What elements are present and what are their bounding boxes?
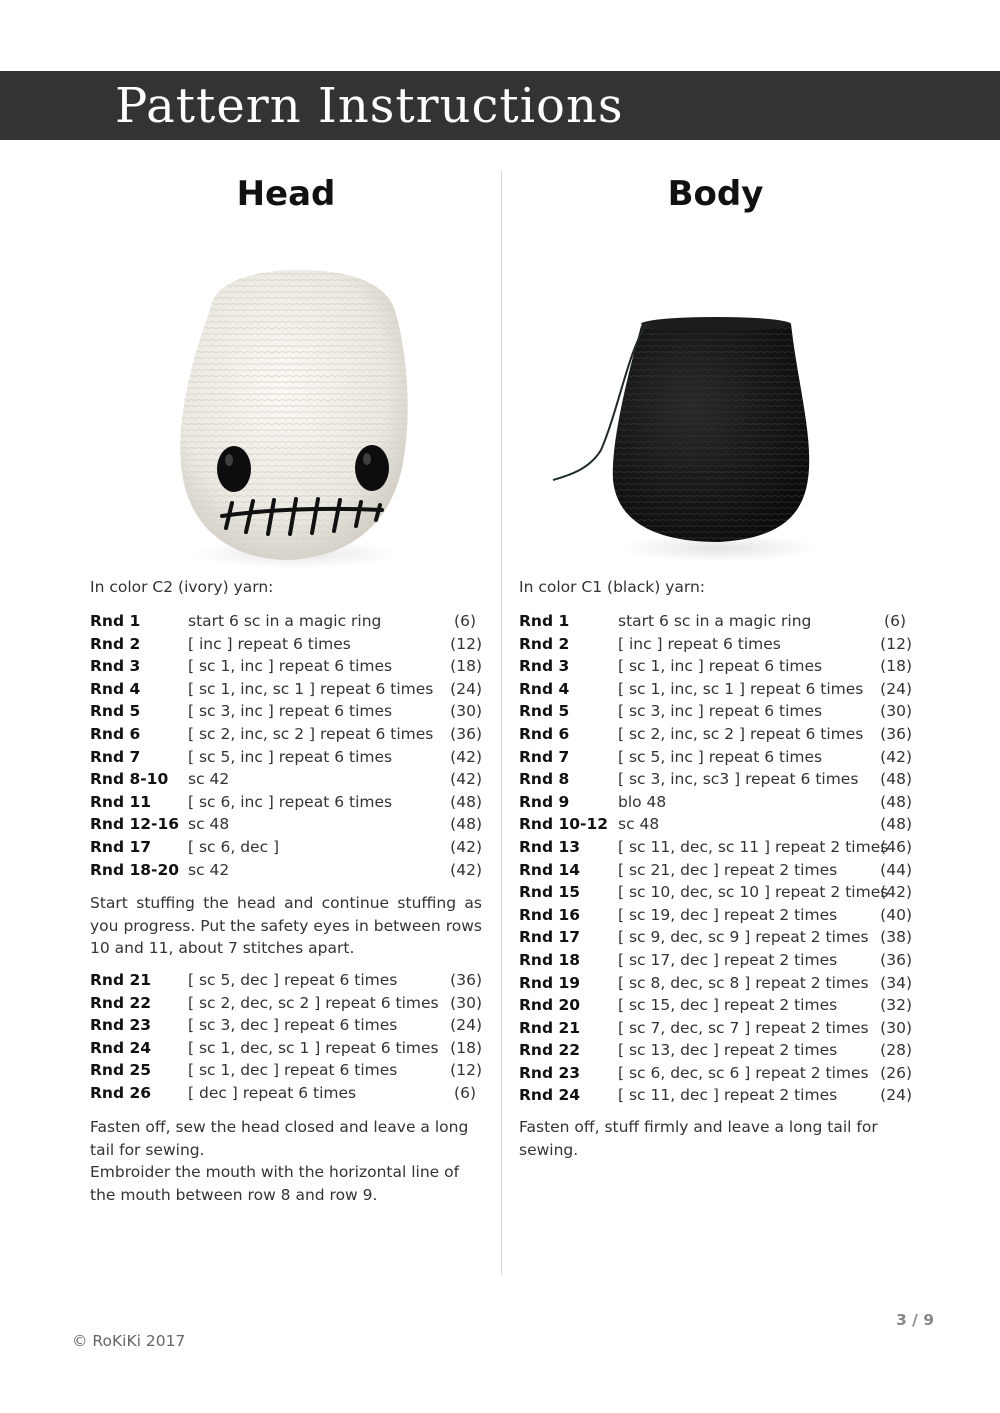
round-row bbox=[90, 1082, 482, 1105]
column-divider bbox=[501, 170, 502, 1275]
round-row bbox=[90, 746, 482, 769]
round-label: Rnd 22 bbox=[90, 993, 152, 1012]
page-number: 3 / 9 bbox=[896, 1311, 935, 1329]
round-instruction: sc 48 bbox=[188, 815, 230, 834]
round-instruction: [ dec ] repeat 6 times bbox=[188, 1083, 357, 1102]
round-label: Rnd 17 bbox=[519, 928, 581, 947]
round-label: Rnd 3 bbox=[519, 657, 570, 676]
round-instruction: [ sc 1, inc, sc 1 ] repeat 6 times bbox=[188, 679, 434, 698]
round-label: Rnd 19 bbox=[519, 973, 581, 992]
stitch-count: (34) bbox=[880, 973, 912, 992]
stitch-count: (12) bbox=[450, 1061, 482, 1080]
stitch-count: (12) bbox=[450, 634, 482, 653]
head-column bbox=[90, 170, 482, 1204]
round-row bbox=[519, 1039, 912, 1062]
stitch-count: (42) bbox=[450, 837, 482, 856]
round-instruction: [ sc 11, dec, sc 11 ] repeat 2 times bbox=[618, 837, 889, 856]
round-row bbox=[519, 700, 912, 723]
round-label: Rnd 7 bbox=[90, 747, 141, 766]
round-instruction: [ sc 2, dec, sc 2 ] repeat 6 times bbox=[188, 993, 439, 1012]
round-row bbox=[519, 791, 912, 814]
stitch-count: (36) bbox=[880, 950, 912, 969]
stitch-count: (48) bbox=[880, 770, 912, 789]
round-instruction: sc 42 bbox=[188, 770, 230, 789]
round-instruction: sc 48 bbox=[618, 815, 660, 834]
round-instruction: [ sc 1, inc ] repeat 6 times bbox=[188, 657, 393, 676]
copyright-notice: © RoKiKi 2017 bbox=[72, 1332, 186, 1350]
crochet-skull-head-image bbox=[90, 218, 482, 590]
round-instruction: [ sc 7, dec, sc 7 ] repeat 2 times bbox=[618, 1018, 869, 1037]
stitch-count: (42) bbox=[880, 747, 912, 766]
stitch-count: (48) bbox=[450, 815, 482, 834]
round-instruction: [ sc 8, dec, sc 8 ] repeat 2 times bbox=[618, 973, 869, 992]
stitch-count: (30) bbox=[880, 702, 912, 721]
round-instruction: [ inc ] repeat 6 times bbox=[618, 634, 781, 653]
round-label: Rnd 16 bbox=[519, 905, 581, 924]
stitch-count: (18) bbox=[450, 657, 482, 676]
round-row bbox=[519, 655, 912, 678]
round-label: Rnd 18-20 bbox=[90, 860, 180, 879]
round-label: Rnd 23 bbox=[90, 1016, 152, 1035]
round-row bbox=[90, 700, 482, 723]
round-label: Rnd 12-16 bbox=[90, 815, 180, 834]
round-instruction: start 6 sc in a magic ring bbox=[188, 612, 382, 630]
round-instruction: [ sc 19, dec ] repeat 2 times bbox=[618, 905, 838, 924]
round-label: Rnd 6 bbox=[519, 724, 570, 743]
stitch-count: (30) bbox=[880, 1018, 912, 1037]
round-instruction: [ sc 13, dec ] repeat 2 times bbox=[618, 1041, 838, 1060]
stitch-count: (18) bbox=[880, 657, 912, 676]
round-instruction: [ sc 3, inc, sc3 ] repeat 6 times bbox=[618, 770, 859, 789]
round-label: Rnd 22 bbox=[519, 1041, 581, 1060]
round-label: Rnd 25 bbox=[90, 1061, 152, 1080]
head-photo bbox=[90, 218, 482, 590]
round-label: Rnd 26 bbox=[90, 1083, 152, 1102]
round-instruction: [ inc ] repeat 6 times bbox=[188, 634, 351, 653]
round-row bbox=[90, 836, 482, 859]
round-instruction: [ sc 6, dec ] bbox=[188, 837, 280, 856]
round-row bbox=[90, 969, 482, 992]
round-instruction: [ sc 1, dec ] repeat 6 times bbox=[188, 1061, 398, 1080]
round-instruction: [ sc 3, dec ] repeat 6 times bbox=[188, 1016, 398, 1035]
stitch-count: (30) bbox=[450, 702, 482, 721]
crochet-body-image bbox=[519, 218, 912, 590]
stitch-count: (42) bbox=[450, 747, 482, 766]
stitch-count: (24) bbox=[450, 1016, 482, 1035]
body-rounds bbox=[519, 610, 912, 1107]
stitch-count: (36) bbox=[450, 724, 482, 743]
round-row bbox=[519, 926, 912, 949]
round-label: Rnd 1 bbox=[90, 612, 141, 630]
round-row bbox=[519, 746, 912, 769]
head-color-note: In color C2 (ivory) yarn: bbox=[90, 578, 274, 596]
round-row bbox=[90, 655, 482, 678]
round-label: Rnd 23 bbox=[519, 1063, 581, 1082]
round-label: Rnd 9 bbox=[519, 792, 570, 811]
round-instruction: [ sc 5, dec ] repeat 6 times bbox=[188, 971, 398, 989]
stitch-count: (42) bbox=[880, 883, 912, 902]
round-row bbox=[519, 881, 912, 904]
round-row bbox=[519, 949, 912, 972]
stitch-count: (24) bbox=[880, 1086, 912, 1105]
round-instruction: [ sc 6, inc ] repeat 6 times bbox=[188, 792, 393, 811]
stitch-count: (28) bbox=[880, 1041, 912, 1060]
head-embroider-note: Embroider the mouth with the horizontal line of the mouth between row 8 and row 9. bbox=[90, 1163, 460, 1204]
round-label: Rnd 10-12 bbox=[519, 815, 609, 834]
body-column bbox=[519, 170, 912, 1159]
round-label: Rnd 2 bbox=[90, 634, 141, 653]
stitch-count: (38) bbox=[880, 928, 912, 947]
round-row bbox=[90, 633, 482, 656]
stitch-count: (6) bbox=[884, 612, 906, 630]
head-rounds-part-1 bbox=[90, 610, 482, 881]
round-label: Rnd 18 bbox=[519, 950, 581, 969]
round-instruction: start 6 sc in a magic ring bbox=[618, 612, 812, 630]
stitch-count: (24) bbox=[450, 679, 482, 698]
stitch-count: (42) bbox=[450, 770, 482, 789]
round-row bbox=[519, 723, 912, 746]
round-instruction: [ sc 10, dec, sc 10 ] repeat 2 times bbox=[618, 883, 889, 902]
round-label: Rnd 14 bbox=[519, 860, 581, 879]
round-row bbox=[519, 972, 912, 995]
round-instruction: [ sc 2, inc, sc 2 ] repeat 6 times bbox=[188, 724, 434, 743]
stitch-count: (42) bbox=[450, 860, 482, 879]
round-label: Rnd 8-10 bbox=[90, 770, 169, 789]
round-label: Rnd 2 bbox=[519, 634, 570, 653]
round-label: Rnd 3 bbox=[90, 657, 141, 676]
round-row bbox=[90, 1037, 482, 1060]
round-row bbox=[90, 678, 482, 701]
round-instruction: [ sc 9, dec, sc 9 ] repeat 2 times bbox=[618, 928, 869, 947]
round-row bbox=[519, 610, 912, 633]
round-instruction: [ sc 1, inc ] repeat 6 times bbox=[618, 657, 823, 676]
round-instruction: [ sc 2, inc, sc 2 ] repeat 6 times bbox=[618, 724, 864, 743]
stitch-count: (6) bbox=[454, 612, 476, 630]
round-row bbox=[90, 791, 482, 814]
stitch-count: (36) bbox=[880, 724, 912, 743]
round-row bbox=[90, 723, 482, 746]
round-instruction: [ sc 5, inc ] repeat 6 times bbox=[188, 747, 393, 766]
round-label: Rnd 7 bbox=[519, 747, 570, 766]
stitch-count: (48) bbox=[450, 792, 482, 811]
stitch-count: (18) bbox=[450, 1038, 482, 1057]
stitch-count: (30) bbox=[450, 993, 482, 1012]
stitch-count: (48) bbox=[880, 815, 912, 834]
round-row bbox=[90, 813, 482, 836]
round-label: Rnd 1 bbox=[519, 612, 570, 630]
round-label: Rnd 20 bbox=[519, 996, 581, 1015]
round-label: Rnd 17 bbox=[90, 837, 152, 856]
round-instruction: [ sc 3, inc ] repeat 6 times bbox=[618, 702, 823, 721]
head-fasten-note: Fasten off, sew the head closed and leave a long tail for sewing. bbox=[90, 1118, 469, 1159]
round-instruction: [ sc 17, dec ] repeat 2 times bbox=[618, 950, 838, 969]
round-row bbox=[90, 1014, 482, 1037]
round-row bbox=[519, 678, 912, 701]
round-instruction: [ sc 1, inc, sc 1 ] repeat 6 times bbox=[618, 679, 864, 698]
round-row bbox=[90, 768, 482, 791]
round-label: Rnd 24 bbox=[519, 1086, 581, 1105]
round-row bbox=[519, 859, 912, 882]
head-section-title: Head bbox=[236, 174, 336, 214]
round-row bbox=[519, 994, 912, 1017]
stitch-count: (46) bbox=[880, 837, 912, 856]
round-row bbox=[90, 610, 482, 633]
stitch-count: (32) bbox=[880, 996, 912, 1015]
stitch-count: (48) bbox=[880, 792, 912, 811]
round-label: Rnd 24 bbox=[90, 1038, 152, 1057]
page-title: Pattern Instructions bbox=[115, 78, 624, 134]
round-instruction: [ sc 5, inc ] repeat 6 times bbox=[618, 747, 823, 766]
head-stuffing-note: Start stuffing the head and continue stuffing as you progress. Put the safety eyes in between rows 10 and 11, about 7 stitches apart. bbox=[90, 894, 482, 958]
round-row bbox=[519, 1017, 912, 1040]
round-row bbox=[90, 859, 482, 882]
round-label: Rnd 13 bbox=[519, 837, 581, 856]
body-photo bbox=[519, 218, 912, 590]
round-instruction: [ sc 6, dec, sc 6 ] repeat 2 times bbox=[618, 1063, 869, 1082]
round-label: Rnd 15 bbox=[519, 883, 581, 902]
body-section-title: Body bbox=[667, 174, 764, 214]
head-rounds-part-2 bbox=[90, 969, 482, 1105]
round-label: Rnd 11 bbox=[90, 792, 152, 811]
body-fasten-note: Fasten off, stuff firmly and leave a long tail for sewing. bbox=[519, 1118, 878, 1159]
round-row bbox=[90, 992, 482, 1015]
round-instruction: [ sc 11, dec ] repeat 2 times bbox=[618, 1086, 838, 1105]
round-instruction: blo 48 bbox=[618, 792, 667, 811]
round-row bbox=[519, 633, 912, 656]
stitch-count: (12) bbox=[880, 634, 912, 653]
stitch-count: (26) bbox=[880, 1063, 912, 1082]
round-row bbox=[519, 904, 912, 927]
round-label: Rnd 5 bbox=[90, 702, 141, 721]
round-label: Rnd 21 bbox=[90, 971, 152, 989]
round-label: Rnd 5 bbox=[519, 702, 570, 721]
round-instruction: [ sc 3, inc ] repeat 6 times bbox=[188, 702, 393, 721]
round-row bbox=[519, 836, 912, 859]
stitch-count: (44) bbox=[880, 860, 912, 879]
round-row bbox=[519, 768, 912, 791]
round-instruction: [ sc 15, dec ] repeat 2 times bbox=[618, 996, 838, 1015]
stitch-count: (40) bbox=[880, 905, 912, 924]
round-label: Rnd 21 bbox=[519, 1018, 581, 1037]
body-color-note: In color C1 (black) yarn: bbox=[519, 578, 706, 596]
round-label: Rnd 4 bbox=[519, 679, 570, 698]
round-row bbox=[90, 1059, 482, 1082]
round-row bbox=[519, 813, 912, 836]
stitch-count: (24) bbox=[880, 679, 912, 698]
stitch-count: (36) bbox=[450, 971, 482, 989]
stitch-count: (6) bbox=[454, 1083, 476, 1102]
round-row bbox=[519, 1084, 912, 1107]
header-banner bbox=[0, 71, 1000, 140]
round-instruction: sc 42 bbox=[188, 860, 230, 879]
round-instruction: [ sc 21, dec ] repeat 2 times bbox=[618, 860, 838, 879]
round-label: Rnd 6 bbox=[90, 724, 141, 743]
round-label: Rnd 4 bbox=[90, 679, 141, 698]
round-label: Rnd 8 bbox=[519, 770, 570, 789]
round-instruction: [ sc 1, dec, sc 1 ] repeat 6 times bbox=[188, 1038, 439, 1057]
round-row bbox=[519, 1062, 912, 1085]
